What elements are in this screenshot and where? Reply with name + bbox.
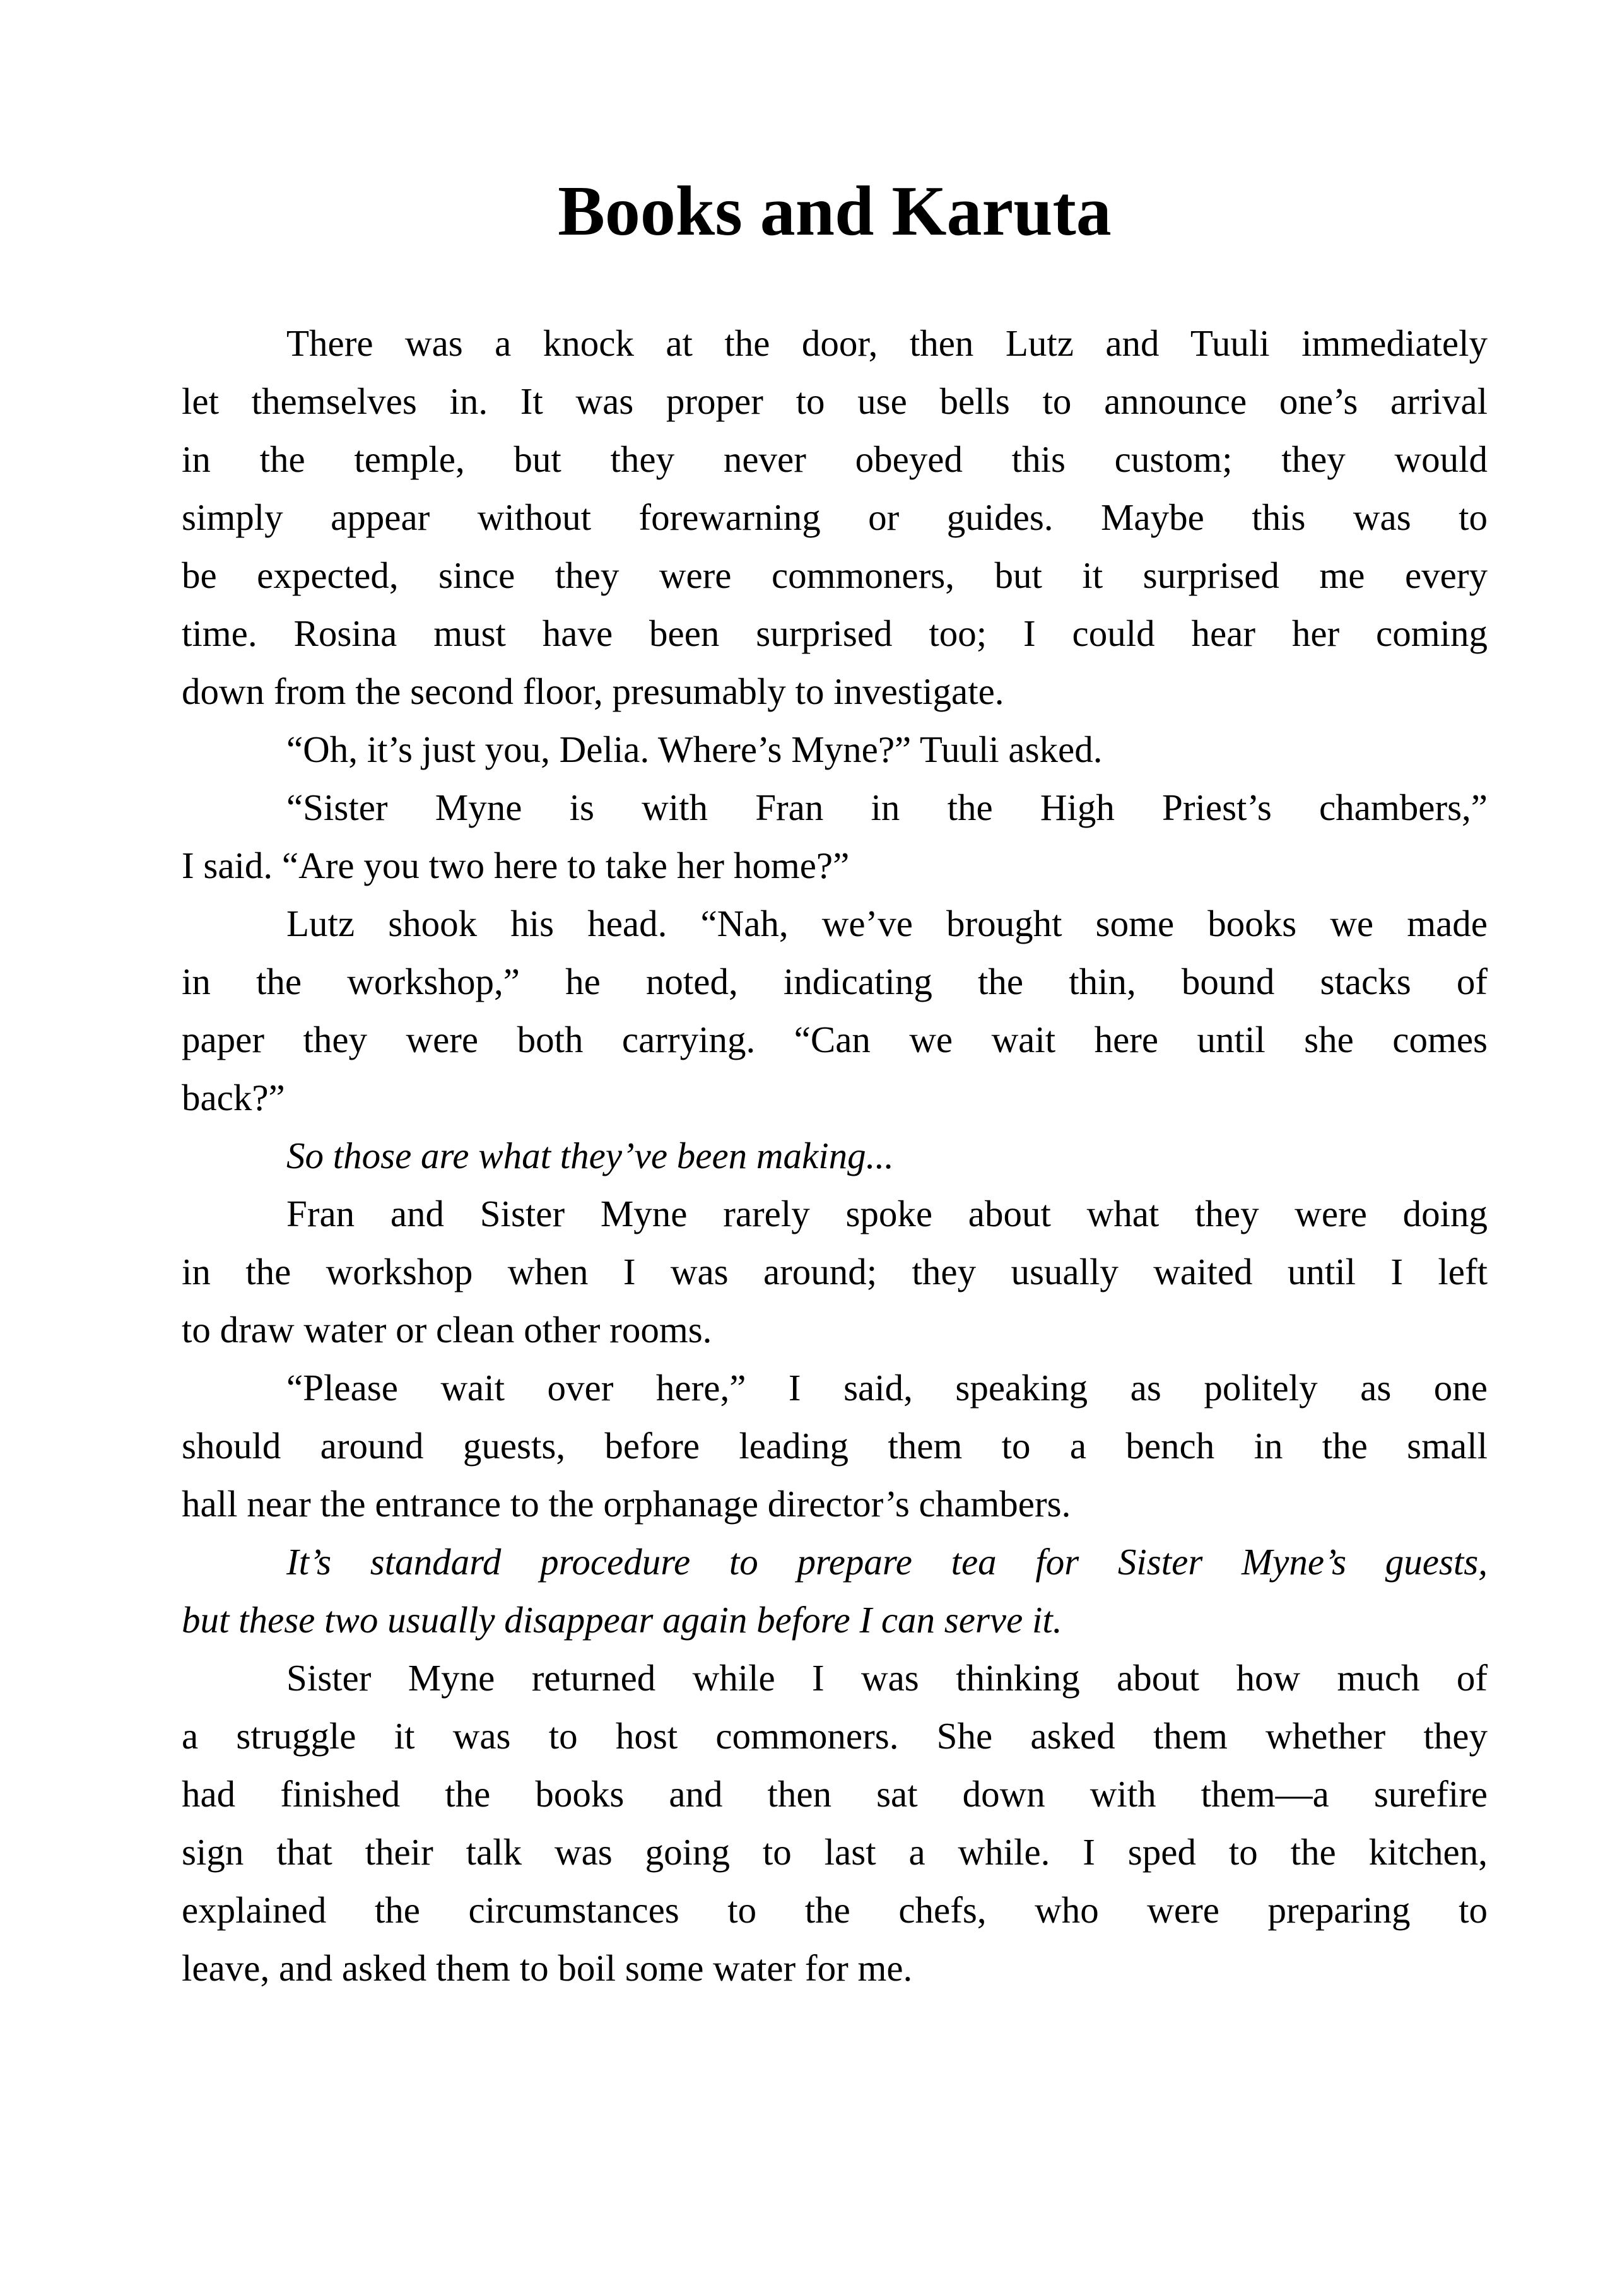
text-line: in the workshop,” he noted, indicating the thin, bound stacks of <box>182 961 1488 1003</box>
paragraph <box>182 720 1488 778</box>
text-line: Fran and Sister Myne rarely spoke about what they were doing <box>286 1193 1488 1235</box>
text-line: a struggle it was to host commoners. She asked them whether they <box>182 1715 1488 1757</box>
text-line: Lutz shook his head. “Nah, we’ve brought some books we made <box>286 903 1488 945</box>
text-line: There was a knock at the door, then Lutz and Tuuli immediately <box>286 322 1488 365</box>
text-line: leave, and asked them to boil some water for me. <box>182 1947 913 1989</box>
text-line: time. Rosina must have been surprised too; I could hear her coming <box>182 612 1488 655</box>
text-line: to draw water or clean other rooms. <box>182 1309 712 1351</box>
paragraph <box>182 1127 1488 1185</box>
text-line: simply appear without forewarning or guides. Maybe this was to <box>182 496 1488 539</box>
text-line: Sister Myne returned while I was thinking about how much of <box>286 1657 1488 1699</box>
text-line: “Oh, it’s just you, Delia. Where’s Myne?” Tuuli asked. <box>286 729 1103 771</box>
text-line: paper they were both carrying. “Can we wait here until she comes <box>182 1019 1488 1061</box>
text-line: down from the second floor, presumably to investigate. <box>182 671 1004 713</box>
text-line: sign that their talk was going to last a while. I sped to the kitchen, <box>182 1831 1488 1873</box>
text-line: I said. “Are you two here to take her home?” <box>182 845 850 887</box>
paragraph <box>182 1359 1488 1533</box>
paragraph <box>182 778 1488 894</box>
text-line: It’s standard procedure to prepare tea for Sister Myne’s guests, <box>286 1541 1488 1583</box>
text-line: explained the circumstances to the chefs, who were preparing to <box>182 1889 1488 1931</box>
paragraph <box>182 1185 1488 1359</box>
text-line: So those are what they’ve been making... <box>286 1135 894 1177</box>
text-line: but these two usually disappear again before I can serve it. <box>182 1599 1062 1641</box>
paragraph <box>182 894 1488 1127</box>
text-line: “Please wait over here,” I said, speaking as politely as one <box>286 1367 1488 1409</box>
text-line: be expected, since they were commoners, but it surprised me every <box>182 554 1488 597</box>
paragraph <box>182 1649 1488 1997</box>
text-line: in the workshop when I was around; they usually waited until I left <box>182 1251 1488 1293</box>
text-line: hall near the entrance to the orphanage director’s chambers. <box>182 1483 1071 1525</box>
chapter-body <box>182 314 1488 1997</box>
text-line: should around guests, before leading them to a bench in the small <box>182 1425 1488 1467</box>
chapter-title: Books and Karuta <box>558 172 1112 250</box>
text-line: had finished the books and then sat down with them—a surefire <box>182 1773 1488 1815</box>
paragraph <box>182 314 1488 720</box>
paragraph <box>182 1533 1488 1649</box>
text-line: back?” <box>182 1077 285 1119</box>
text-line: “Sister Myne is with Fran in the High Priest’s chambers,” <box>286 787 1488 829</box>
text-line: let themselves in. It was proper to use bells to announce one’s arrival <box>182 380 1488 423</box>
text-line: in the temple, but they never obeyed this custom; they would <box>182 438 1488 481</box>
